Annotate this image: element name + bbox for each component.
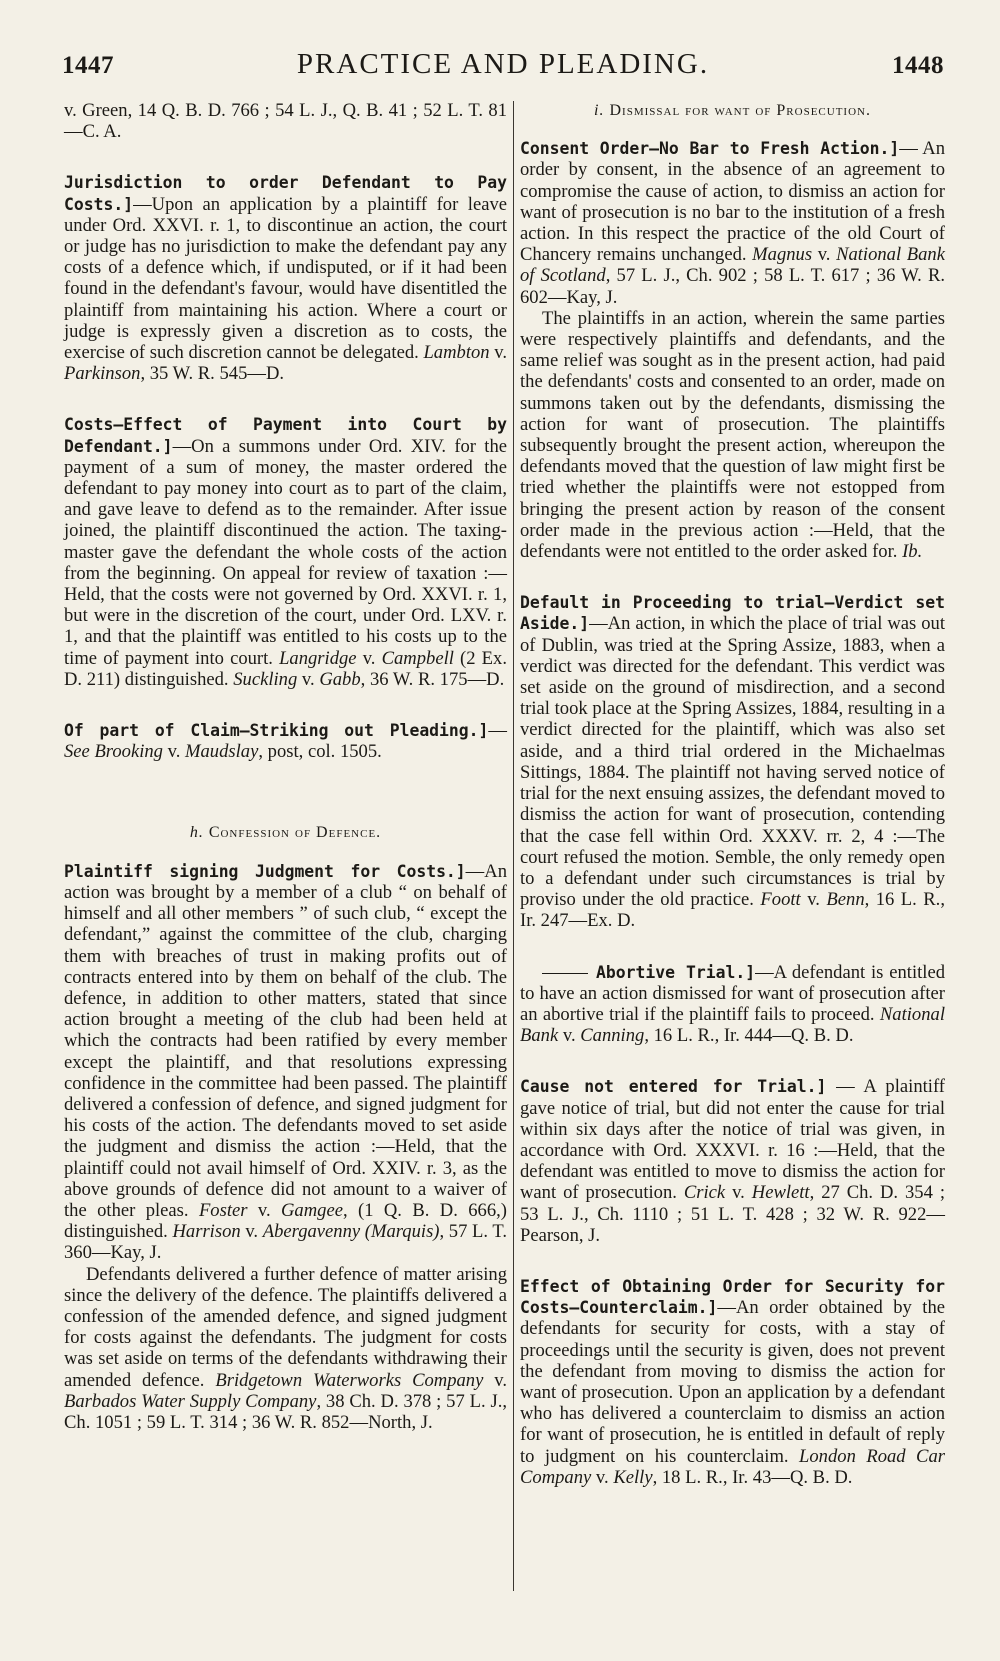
column-divider	[513, 101, 514, 1591]
entry-text: The plaintiffs in an action, wherein the same parties were respectively plaintiffs and defendants, and the same relief was sought as in the present action, had paid the defendants' costs and consented to an order, made on summons taken out by the defendants, dismissing the action for want of prosecution. The plaintiffs subsequently brought the present action, whereupon the defendants moved that the question of law might first be tried whether the plaintiffs were not estopped from bringing the present action by reason of the consent order made in the previous action :—Held, that the defendants were not entitled to the order asked for. Ib.	[520, 307, 945, 563]
citation: , 57 L. J., Ch. 902 ; 58 L. T. 617 ; 36 W. R. 602—Kay, J.	[520, 265, 945, 308]
case-name: National Bank of Scotland	[520, 244, 945, 287]
continued-citation	[64, 100, 507, 142]
entry-signing-judgment	[64, 861, 507, 1433]
citation: , post, col. 1505.	[258, 741, 382, 763]
cross-reference: See Brooking	[64, 741, 163, 763]
entry-payment-into-court	[64, 414, 507, 690]
left-column	[64, 100, 507, 1433]
entry-text: Plaintiff signing Judgment for Costs.]—An action was brought by a member of a club “ on behalf of himself and all other members ” of such club, “ except the defendant,” against the committee of the club, charging them with breaches of trust in making profits out of contracts entered into by them on behalf of the club. The defence, in addition to other matters, stated that since action brought a meeting of the club had been held at which the contracts had been ratified by every member except the plaintiff, and that resolutions expressing confidence in the committee had been passed. The plaintiff delivered a confession of defence, and signed judgment for his costs of the action. The defendants moved to set aside the judgment and dismiss the action :—Held, that the plaintiff could not avail himself of Ord. XXIV. r. 3, as the above grounds of defence did not amount to a waiver of the other pleas. Foster v. Gamgee, (1 Q. B. D. 666,) distinguished. Harrison v. Abergavenny (Marquis), 57 L. T. 360—Kay, J.	[64, 860, 507, 1264]
column-number-right: 1448	[892, 52, 944, 79]
case-name: London Road Car Company	[520, 1445, 945, 1488]
entry-text: Jurisdiction to order Defendant to Pay Costs.]—Upon an application by a plaintiff for leave under Ord. XXVI. r. 1, to discontinue an action, the court or judge has no jurisdiction to make the defendant pay any costs of a defence which, if undisputed, or if it had been found in the defendant's favour, would have disentitled the plaintiff from maintaining his action. Where a court or judge is expressly given a discretion as to costs, the exercise of such discretion cannot be delegated. Lambton v. Parkinson, 35 W. R. 545—D.	[64, 173, 507, 385]
entry-text: Cause not entered for Trial.] — A plaintiff gave notice of trial, but did not enter the cause for trial within six days after the notice of trial was given, in accordance with Ord. XXXVI. r. 16 :—Held, that the defendant was entitled to move to dismiss the action for want of prosecution. Crick v. Hewlett, 27 Ch. D. 354 ; 53 L. J., Ch. 1110 ; 51 L. T. 428 ; 32 W. R. 922—Pearson, J.	[520, 1076, 945, 1246]
entry-heading: Default in Proceeding to trial—Verdict set Aside.]	[520, 593, 945, 634]
section-letter: i.	[594, 102, 605, 119]
entry-heading: Costs—Effect of Payment into Court by Defendant.]	[64, 415, 507, 456]
entry-text: Consent Order—No Bar to Fresh Action.]— An order by consent, in the absence of an agreement to compromise the cause of action, to dismiss an action for want of prosecution is no bar to the institution of a fresh action. In this respect the practice of the old Court of Chancery remains unchanged. Magnus v. National Bank of Scotland, 57 L. J., Ch. 902 ; 58 L. T. 617 ; 36 W. R. 602—Kay, J.	[520, 138, 945, 308]
case-name: Parkinson	[64, 363, 141, 385]
entry-default-in-proceeding	[520, 592, 945, 931]
entry-heading: Cause not entered for Trial.]	[520, 1077, 827, 1097]
case-name: Gabb	[319, 668, 361, 690]
entry-cause-not-entered	[520, 1076, 945, 1246]
page-header	[62, 48, 944, 92]
case-name: Benn	[826, 889, 865, 911]
citation: , 18 L. R., Ir. 43—Q. B. D.	[652, 1466, 853, 1488]
section-title: Dismissal for want of Prosecution.	[609, 102, 871, 119]
section-title: Confession of Defence.	[208, 824, 382, 842]
case-name: Crick	[683, 1182, 726, 1204]
continued-citation-text: v. Green, 14 Q. B. D. 766 ; 54 L. J., Q. B. 41 ; 52 L. T. 81—C. A.	[64, 100, 507, 143]
case-name: Magnus	[752, 244, 813, 266]
case-name: National Bank	[520, 1003, 945, 1047]
entry-text: Defendants delivered a further defence of matter arising since the delivery of the defence. The plaintiffs delivered a confession of the amended defence, and signed judgment for costs against the defendants. The judgment for costs was set aside on terms of the defendants withdrawing their amended defence. Bridgetown Waterworks Company v. Barbados Water Supply Company, 38 Ch. D. 378 ; 57 L. J., Ch. 1051 ; 59 L. T. 314 ; 36 W. R. 852—North, J.	[64, 1263, 507, 1433]
case-name: Maudslay	[185, 741, 259, 763]
entry-heading: Jurisdiction to order Defendant to Pay Costs.]	[64, 173, 507, 214]
entry-consent-order	[520, 138, 945, 562]
case-name: Lambton	[423, 342, 490, 364]
citation: , 57 L. T. 360—Kay, J.	[64, 1221, 507, 1264]
case-name: Kelly	[613, 1466, 653, 1488]
citation: , 38 Ch. D. 378 ; 57 L. J., Ch. 1051 ; 59 L. T. 314 ; 36 W. R. 852—North, J.	[64, 1390, 507, 1433]
case-name: Campbell	[381, 647, 454, 669]
citation: , 27 Ch. D. 354 ; 53 L. J., Ch. 1110 ; 51 L. T. 428 ; 32 W. R. 922—Pearson, J.	[520, 1182, 945, 1246]
section-letter: h.	[189, 824, 204, 842]
running-title: PRACTICE AND PLEADING.	[296, 48, 710, 80]
entry-text: Costs—Effect of Payment into Court by Defendant.]—On a summons under Ord. XIV. for the payment of a sum of money, the master ordered the defendant to pay money into court as to part of the claim, and gave leave to defend as to the remainder. After issue joined, the plaintiff discontinued the action. The taxing-master gave the defendant the whole costs of the action from the beginning. On appeal for review of taxation :—Held, that the costs were not governed by Ord. XXVI. r. 1, but were in the discretion of the court, under Ord. LXV. r. 1, and that the plaintiff was entitled to his costs up to the time of payment into court. Langridge v. Campbell (2 Ex. D. 211) distinguished. Suckling v. Gabb, 36 W. R. 175—D.	[64, 415, 507, 690]
citation: , 16 L. R., Ir. 444—Q. B. D.	[644, 1025, 854, 1047]
citation: , 16 L. R., Ir. 247—Ex. D.	[520, 889, 945, 932]
section-heading-h	[64, 822, 507, 843]
entry-heading: Consent Order—No Bar to Fresh Action.]	[520, 139, 900, 159]
entry-security-for-costs	[520, 1276, 945, 1488]
case-name: Langridge	[279, 647, 357, 669]
case-name: Foott	[760, 889, 801, 911]
entry-striking-out-pleading	[64, 720, 507, 762]
case-name: Foster	[198, 1199, 248, 1221]
entry-heading: Of part of Claim—Striking out Pleading.]	[64, 721, 489, 741]
entry-text: Effect of Obtaining Order for Security for Costs—Counterclaim.]—An order obtained by the defendants for security for costs, with a stay of proceedings until the security is given, does not prevent the defendant from moving to dismiss the action for want of prosecution. Upon an application by a defendant who has delivered a counterclaim to dismiss an action for want of prosecution, he is entitled in default of reply to judgment on his counterclaim. London Road Car Company v. Kelly, 18 L. R., Ir. 43—Q. B. D.	[520, 1276, 945, 1488]
entry-abortive-trial	[520, 962, 945, 1047]
case-name: Barbados Water Supply Company	[64, 1390, 317, 1412]
case-name: Bridgetown Waterworks Company	[215, 1369, 484, 1391]
entry-heading: Abortive Trial.]	[596, 962, 756, 982]
column-number-left: 1447	[62, 52, 114, 79]
entry-heading: Effect of Obtaining Order for Security for Costs—Counterclaim.]	[520, 1276, 945, 1318]
entry-text: Default in Proceeding to trial—Verdict set Aside.]—An action, in which the place of trial was out of Dublin, was tried at the Spring Assize, 1883, when a verdict was directed for the defendant. This verdict was set aside on the ground of misdirection, and a second trial took place at the Spring Assizes, 1884, resulting in a verdict directed for the plaintiff, which was also set aside, and a third trial ordered in the Michaelmas Sittings, 1884. The plaintiff not having served notice of trial for the next ensuing assizes, the defendant moved to dismiss the action for want of prosecution, contending that the case fell within Ord. XXXV. rr. 2, 4 :—The court refused the motion. Semble, the only remedy open to a defendant under such circumstances is trial by proviso under the old practice. Foott v. Benn, 16 L. R., Ir. 247—Ex. D.	[520, 593, 945, 932]
case-name: Harrison	[172, 1221, 241, 1243]
ibid: Ib.	[902, 541, 923, 563]
case-name: Abergavenny (Marquis)	[262, 1221, 440, 1243]
entry-text: Abortive Trial.]—A defendant is entitled to have an action dismissed for want of prosecution after an abortive trial if the plaintiff fails to proceed. National Bank v. Canning, 16 L. R., Ir. 444—Q. B. D.	[520, 961, 945, 1047]
case-name: Gamgee	[281, 1199, 343, 1221]
citation: , 35 W. R. 545—D.	[140, 363, 285, 385]
entry-heading: Plaintiff signing Judgment for Costs.]	[64, 861, 466, 881]
ditto-dash	[542, 973, 588, 974]
entry-text: Of part of Claim—Striking out Pleading.]— See Brooking v. Maudslay, post, col. 1505.	[64, 720, 507, 763]
case-name: Suckling	[233, 668, 298, 690]
entry-jurisdiction-costs	[64, 172, 507, 384]
case-name: Hewlett	[751, 1182, 810, 1204]
section-heading-i	[520, 100, 945, 121]
case-name: Canning	[580, 1025, 645, 1047]
citation: , 36 W. R. 175—D.	[360, 668, 505, 690]
right-column	[520, 100, 945, 1488]
